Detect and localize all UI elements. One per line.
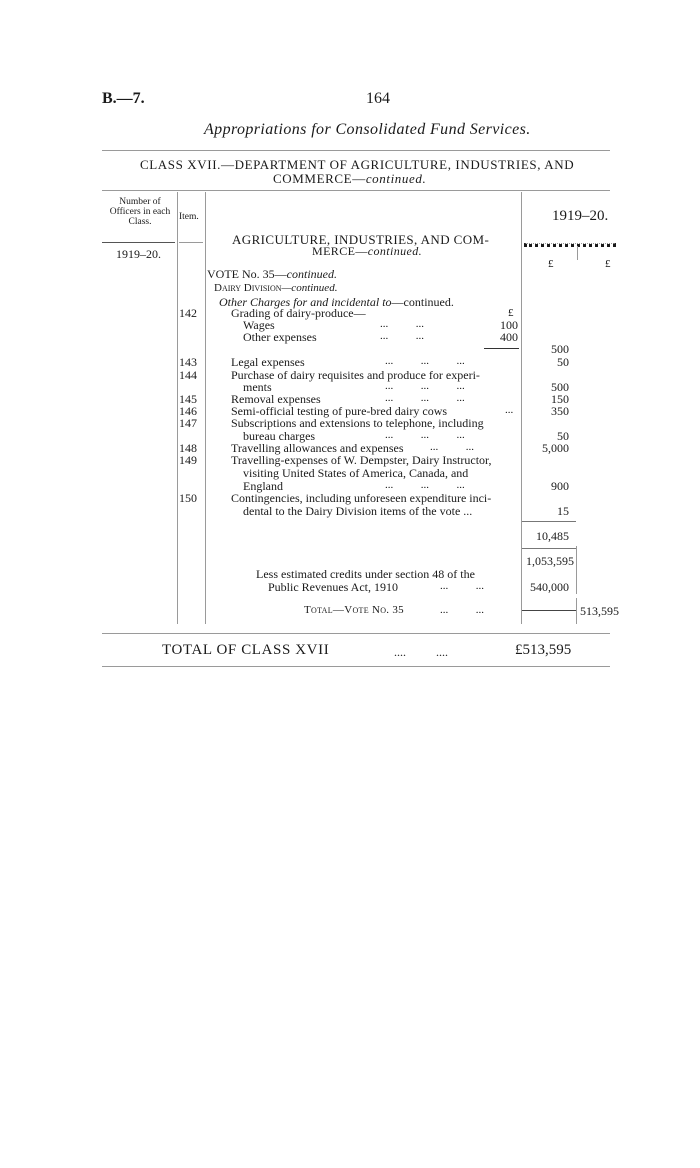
vote-total-inner-rule — [576, 598, 577, 624]
vote-heading-italic: continued. — [286, 267, 337, 281]
vote-heading — [207, 267, 337, 282]
item-144-text-line1: Purchase of dairy requisites and produce for experi- — [231, 368, 480, 382]
item-header-rule — [179, 242, 203, 243]
item-number-143: 143 — [179, 355, 197, 369]
section-title-line2-main: MERCE— — [312, 244, 368, 258]
item-145-dots: ... ... ... — [385, 392, 465, 404]
section-title-line2 — [312, 244, 422, 259]
other-charges-italic: Other Charges for and incidental to — [219, 295, 392, 309]
item-144-text-line2: ments — [243, 380, 272, 394]
item-150-text-line1: Contingencies, including unforeseen expenditure inci- — [231, 491, 492, 505]
class-heading-line2-italic: continued. — [365, 171, 427, 186]
officers-header-rule — [102, 242, 175, 243]
item-149-amount: 900 — [551, 479, 569, 493]
officers-year: 1919–20. — [116, 247, 161, 261]
vote-total-label: Total—Vote No. 35 — [304, 604, 404, 616]
item-147-text-line2: bureau charges — [243, 429, 316, 443]
pound-sign-1: £ — [548, 258, 554, 270]
page-title: Appropriations for Consolidated Fund Services. — [204, 121, 531, 138]
item-150-amount: 15 — [557, 504, 569, 518]
item-147-text-line1: Subscriptions and extensions to telephone, including — [231, 416, 484, 430]
division-heading-italic: —continued. — [281, 282, 338, 294]
class-total-dots: .... .... — [394, 645, 448, 659]
report-reference: B.—7. — [102, 90, 145, 107]
item-149-dots: ... ... ... — [385, 479, 465, 491]
item-number-146: 146 — [179, 404, 197, 418]
other-charges-main: —continued. — [391, 295, 454, 309]
item-142-other-label: Other expenses — [243, 330, 317, 344]
item-145-text: Removal expenses — [231, 392, 321, 406]
item-147-dots: ... ... ... — [385, 429, 465, 441]
item-143-text: Legal expenses — [231, 355, 305, 369]
item-144-dots: ... ... ... — [385, 380, 465, 392]
item-142-sum-rule — [484, 348, 519, 349]
amount-year: 1919–20. — [552, 208, 609, 224]
header-rule — [102, 150, 610, 151]
item-number-144: 144 — [179, 368, 197, 382]
item-column-rule — [205, 192, 206, 624]
item-column-header: Item. — [179, 212, 199, 222]
item-146-amount: 350 — [551, 404, 569, 418]
pound-sign-2: £ — [605, 258, 611, 270]
item-142-amount: 500 — [551, 342, 569, 356]
item-145-amount: 150 — [551, 392, 569, 406]
item-number-150: 150 — [179, 491, 197, 505]
class-heading-line1: CLASS XVII.—DEPARTMENT OF AGRICULTURE, INDUSTRIES, AND — [140, 157, 575, 172]
less-credits-dots: ... ... — [440, 580, 484, 592]
gross-total-rule — [522, 548, 576, 549]
item-142-wages-amount: 100 — [500, 318, 518, 332]
less-credits-line1: Less estimated credits under section 48 of the — [256, 567, 475, 581]
item-142-label: Grading of dairy-produce— — [231, 306, 366, 320]
gross-total-amount: 1,053,595 — [526, 554, 574, 568]
page-number: 164 — [366, 90, 390, 107]
item-149-text-line2: visiting United States of America, Canada, and — [243, 466, 469, 480]
officers-column-rule — [177, 192, 178, 624]
item-150-text-line2: dental to the Dairy Division items of the vote ... — [243, 504, 473, 518]
item-143-amount: 50 — [557, 355, 569, 369]
item-143-dots: ... ... ... — [385, 355, 465, 367]
item-number-149: 149 — [179, 453, 197, 467]
item-148-text: Travelling allowances and expenses — [231, 441, 404, 455]
item-147-amount: 50 — [557, 429, 569, 443]
section-title-line1: AGRICULTURE, INDUSTRIES, AND COM- — [232, 232, 490, 247]
item-number-142: 142 — [179, 306, 197, 320]
vote-total-rule — [522, 610, 576, 611]
vote-heading-main: VOTE No. 35— — [207, 267, 287, 281]
class-total-amount: £513,595 — [515, 642, 572, 658]
item-149-text-line1: Travelling-expenses of W. Dempster, Dairy Instructor, — [231, 453, 492, 467]
class-total-label: TOTAL OF CLASS XVII — [162, 642, 330, 658]
division-heading-main: Dairy Division — [214, 282, 282, 294]
officers-header-line3: Class. — [128, 217, 152, 227]
item-148-amount: 5,000 — [542, 441, 569, 455]
amount-header-rule — [524, 243, 616, 247]
item-146-text: Semi-official testing of pure-bred dairy cows — [231, 404, 448, 418]
item-146-dots: ... — [505, 404, 514, 416]
subtotal-amount: 10,485 — [536, 529, 569, 543]
vote-total-dots: ... ... — [440, 604, 484, 616]
item-142-wages-dots: ... ... — [380, 318, 424, 330]
class-heading-line2 — [273, 171, 426, 187]
officers-header-line2: Officers in each — [109, 207, 171, 217]
less-credits-amount: 540,000 — [530, 580, 569, 594]
totals-inner-rule — [576, 546, 577, 594]
table-bottom-rule — [102, 633, 610, 634]
item-144-amount: 500 — [551, 380, 569, 394]
officers-header-line1: Number of — [119, 197, 161, 207]
item-149-text-line3: England — [243, 479, 283, 493]
vote-total-amount: 513,595 — [580, 604, 619, 618]
item-number-147: 147 — [179, 416, 197, 430]
less-credits-line2: Public Revenues Act, 1910 — [268, 580, 398, 594]
item-142-pound-sign: £ — [508, 307, 514, 319]
amount-inner-rule — [577, 246, 578, 260]
item-number-148: 148 — [179, 441, 197, 455]
class-total-rule — [102, 666, 610, 667]
officers-column-header — [104, 197, 176, 227]
item-number-145: 145 — [179, 392, 197, 406]
section-title-line2-italic: continued. — [367, 244, 423, 258]
item-142-wages-label: Wages — [243, 318, 275, 332]
division-heading — [214, 282, 337, 294]
item-142-other-amount: 400 — [500, 330, 518, 344]
subtotal-rule — [522, 521, 576, 522]
item-148-dots: ... ... — [430, 441, 474, 453]
class-heading-line2-main: COMMERCE— — [273, 171, 366, 186]
table-top-rule — [102, 190, 610, 191]
item-142-other-dots: ... ... — [380, 330, 424, 342]
